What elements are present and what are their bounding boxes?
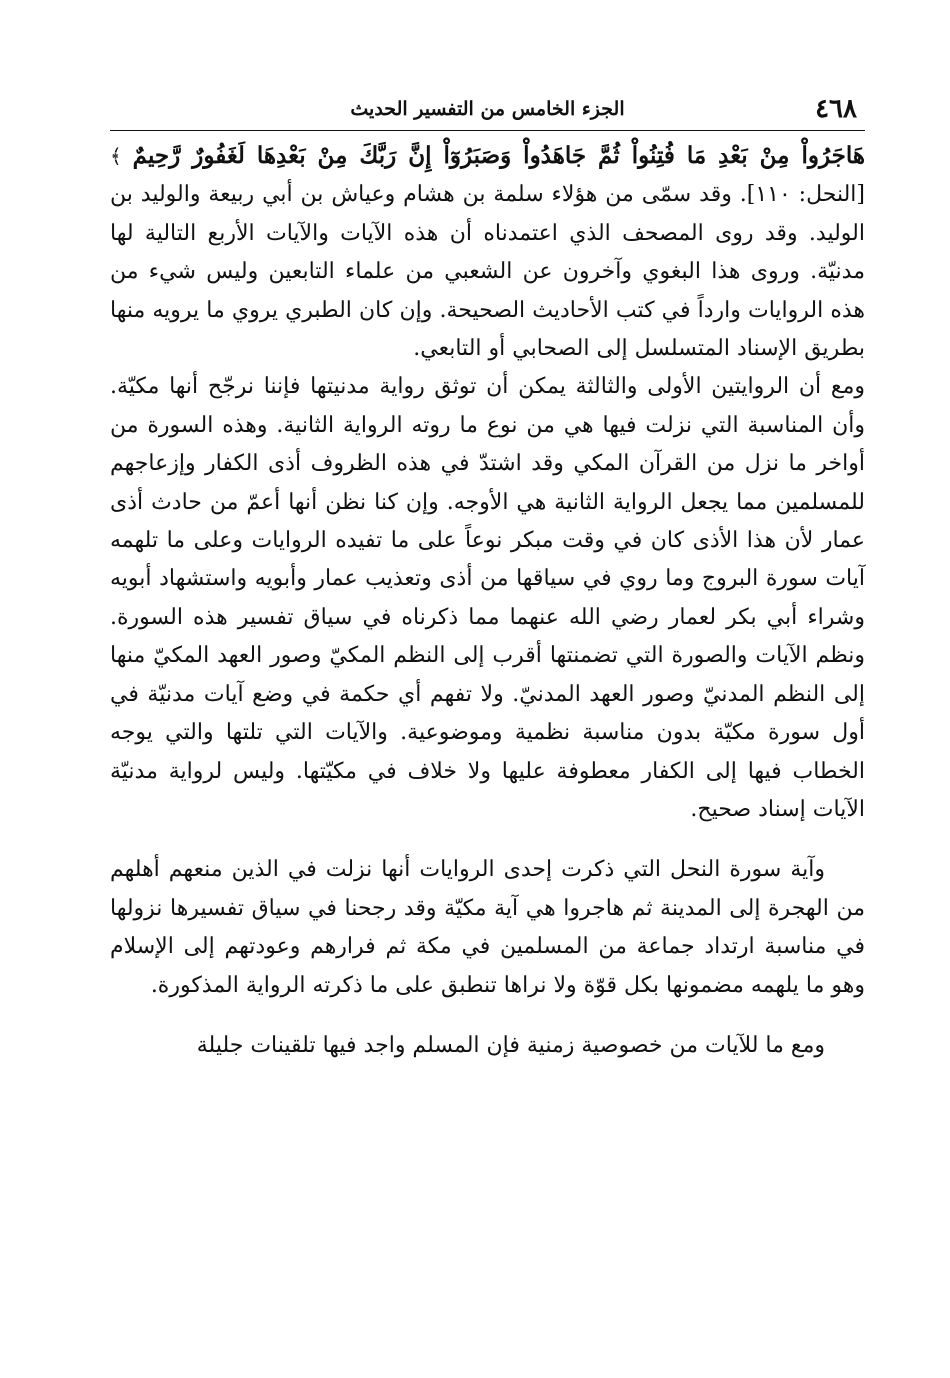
paragraph-text: وقد سمّى من هؤلاء سلمة بن هشام وعياش بن أبي ربيعة والوليد بن الوليد. وقد روى المصحف الذي اعتمدناه أن هذه الآيات والآيات الأربع التالية لها مدنيّة. وروى هذا البغوي وآخرون عن الشعبي من علماء التابعين وليس شيء من هذه الروايات وارداً في كتب الأحاديث الصحيحة. وإن كان الطبري يروي ما يرويه منها بطريق الإسناد المتسلسل إلى الصحابي أو التابعي. <box>110 182 865 362</box>
body-text <box>110 137 865 1065</box>
paragraph: ومع أن الروايتين الأولى والثالثة يمكن أن توثق رواية مدنيتها فإننا نرجّح أنها مكيّة. وأن المناسبة التي نزلت فيها هي من نوع ما روته الرواية الثانية. وهذه السورة من أواخر ما نزل من القرآن المكي وقد اشتدّ في هذه الظروف أذى الكفار وإزعاجهم للمسلمين مما يجعل الرواية الثانية هي الأوجه. وإن كنا نظن أنها أعمّ من حادث أذى عمار لأن هذا الأذى كان في وقت مبكر نوعاً على ما تفيده الروايات وعلى ما تلهمه آيات سورة البروج وما روي في سياقها من أذى وتعذيب عمار وأبويه واستشهاد أبويه وشراء أبي بكر لعمار رضي الله عنهما مما ذكرناه في سياق تفسير هذه السورة. ونظم الآيات والصورة التي تضمنتها أقرب إلى النظم المكيّ وصور العهد المكيّ منها إلى النظم المدنيّ وصور العهد المدنيّ. ولا تفهم أي حكمة في وضع آيات مدنيّة في أول سورة مكيّة بدون مناسبة نظمية وموضوعية. والآيات التي تلتها والتي يوجه الخطاب فيها إلى الكفار معطوفة عليها ولا خلاف في مكيّتها. وليس لرواية مدنيّة الآيات إسناد صحيح. <box>110 374 865 822</box>
verse-citation: [النحل: ١١٠]. <box>739 182 865 208</box>
running-title: الجزء الخامس من التفسير الحديث <box>350 98 625 120</box>
page-header <box>110 92 865 131</box>
book-page <box>110 92 865 1065</box>
paragraph: ومع ما للآيات من خصوصية زمنية فإن المسلم واجد فيها تلقينات جليلة <box>196 1032 825 1058</box>
quran-verse: هَاجَرُواْ مِنْ بَعْدِ مَا فُتِنُواْ ثُمَّ جَاهَدُواْ وَصَبَرُوٓاْ إِنَّ رَبَّكَ مِنْ بَعْدِهَا لَغَفُورٌ رَّحِيمٌ <box>132 142 865 169</box>
verse-close-bracket: ﴾ <box>110 144 122 168</box>
paragraph-verse-and-commentary <box>110 137 865 368</box>
page-number: ٤٦٨ <box>815 94 857 124</box>
paragraph: وآية سورة النحل التي ذكرت إحدى الروايات أنها نزلت في الذين منعهم أهلهم من الهجرة إلى المدينة ثم هاجروا هي آية مكيّة وقد رجحنا في سياق تفسيرها نزولها في مناسبة ارتداد جماعة من المسلمين في مكة ثم فرارهم وعودتهم إلى الإسلام وهو ما يلهمه مضمونها بكل قوّة ولا نراها تنطبق على ما ذكرته الرواية المذكورة. <box>110 857 865 998</box>
